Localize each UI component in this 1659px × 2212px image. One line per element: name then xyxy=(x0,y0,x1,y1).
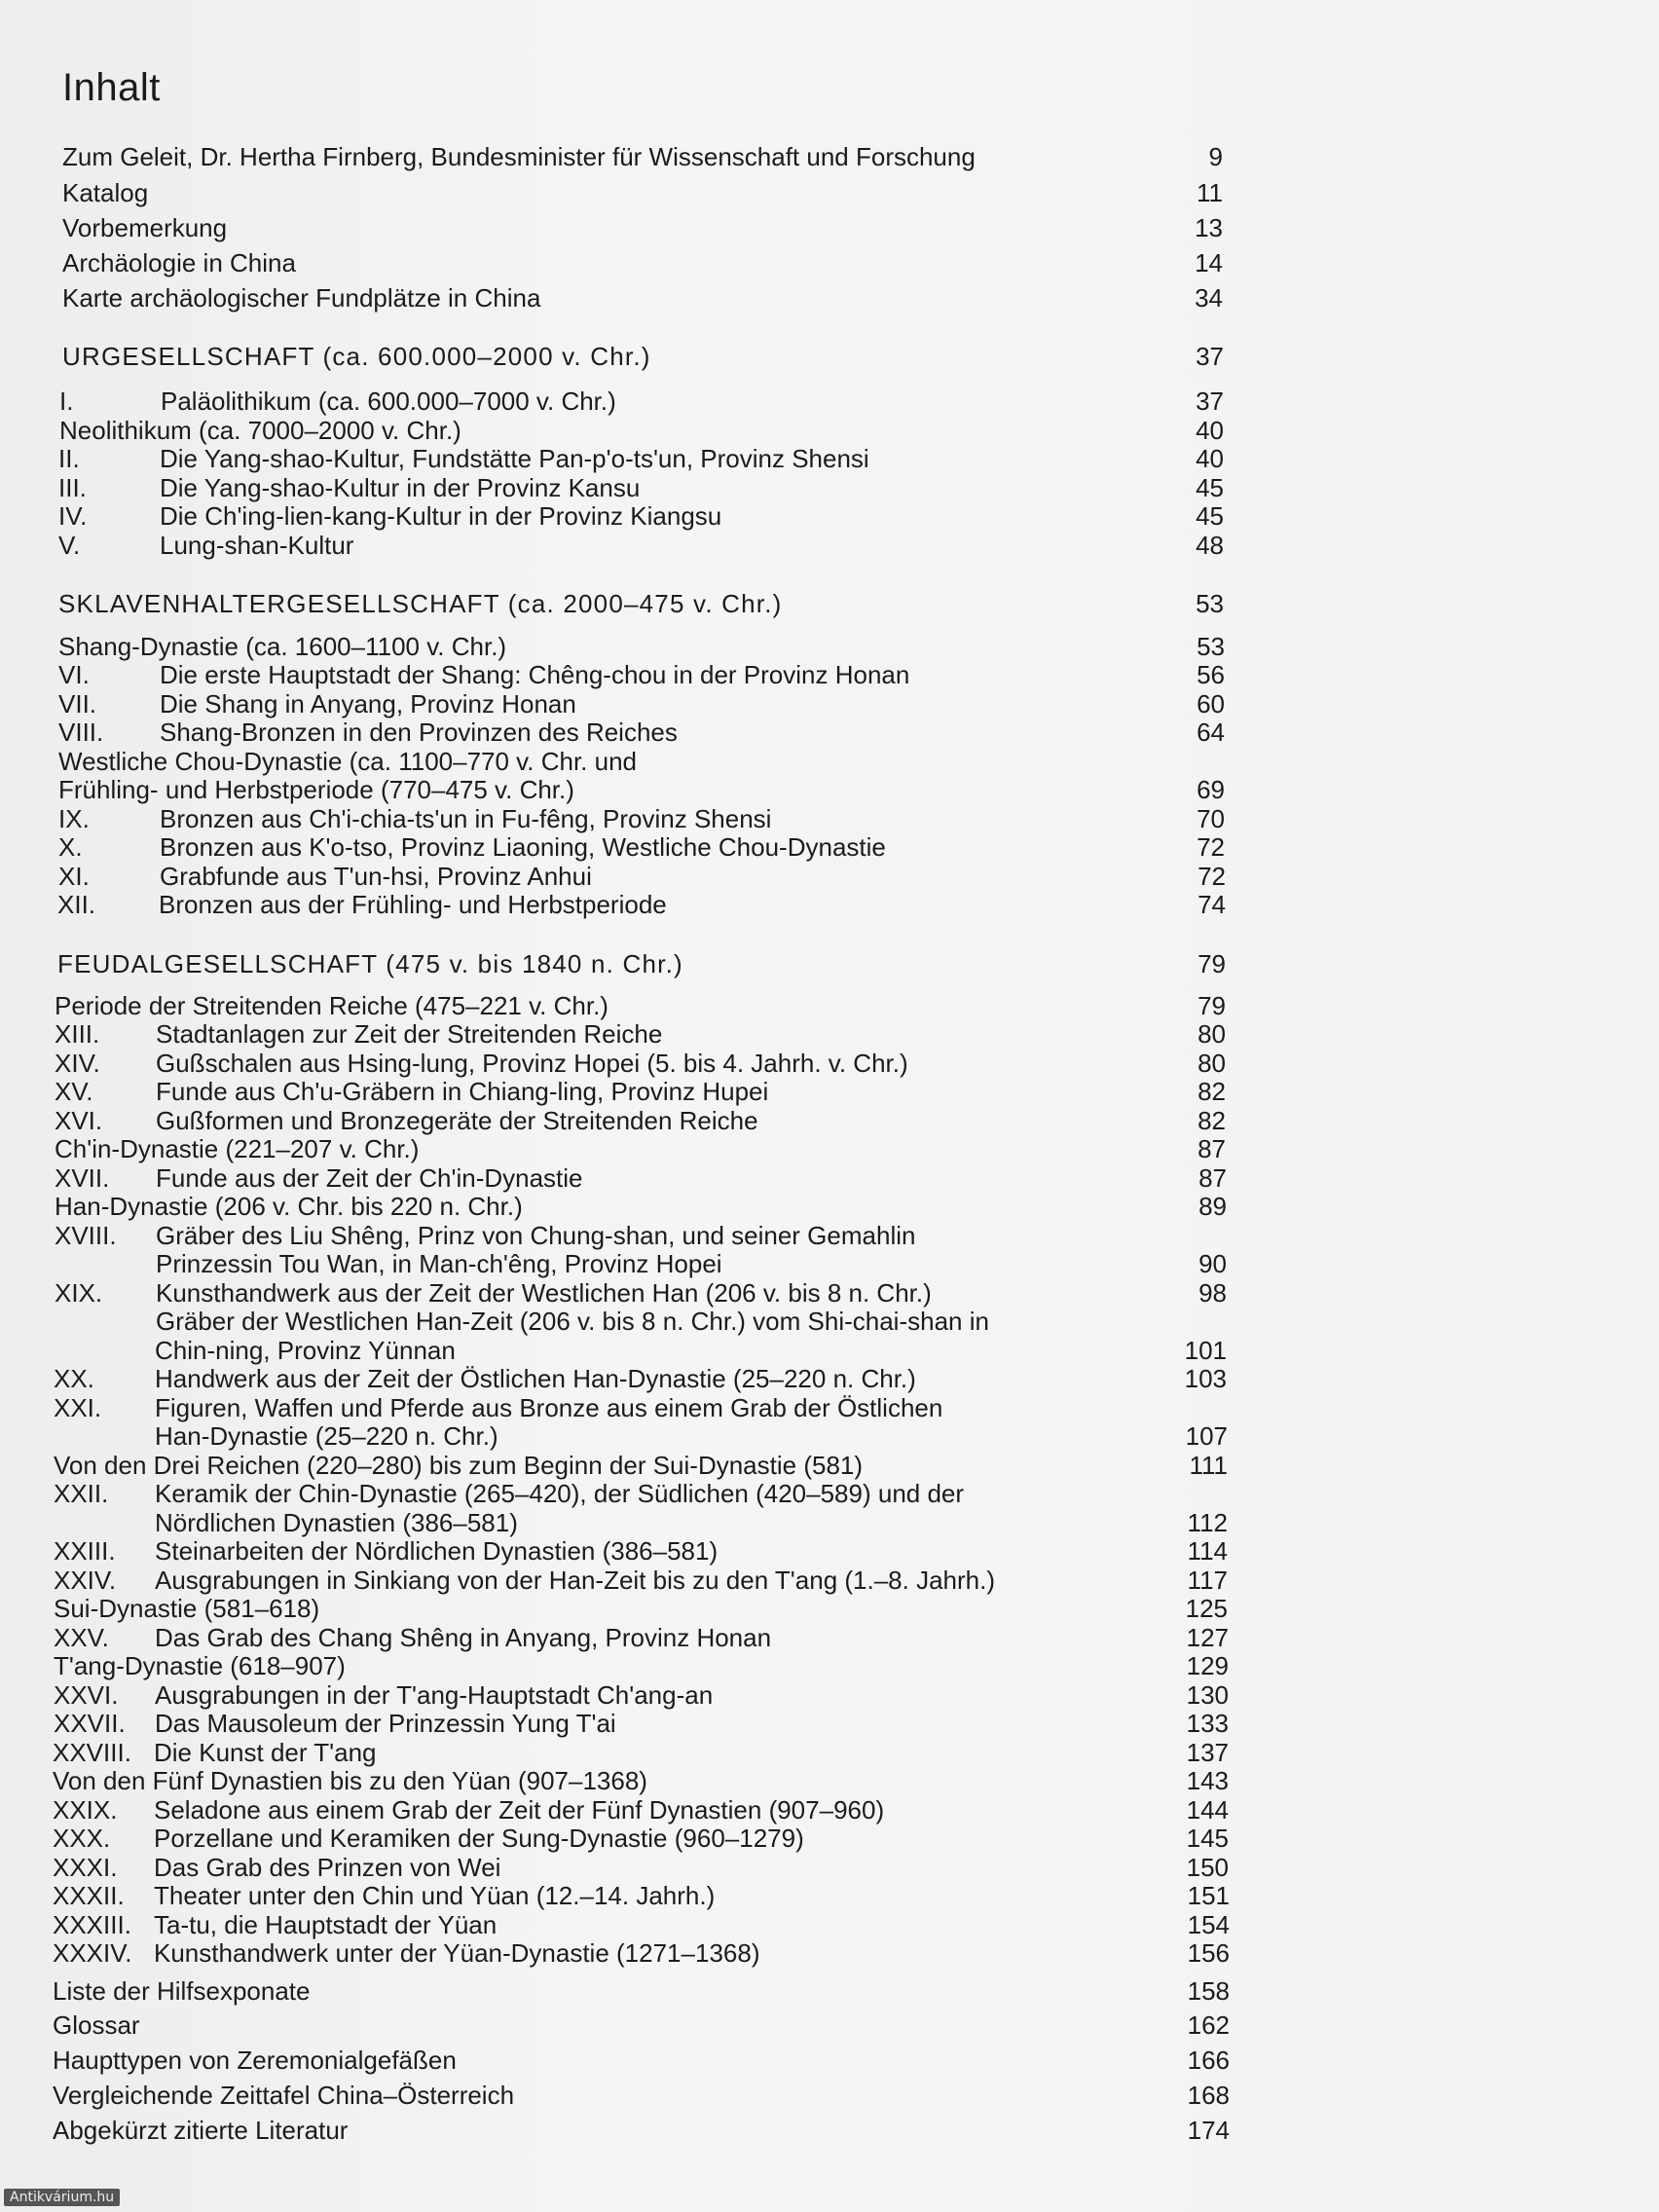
toc-entry xyxy=(0,2046,1659,2075)
toc-entry-title: Gräber des Liu Shêng, Prinz von Chung-shan, und seiner Gemahlin xyxy=(156,1221,916,1250)
toc-entry-number: XVII. xyxy=(55,1163,110,1193)
toc-entry-page: 9 xyxy=(1208,142,1223,171)
toc-entry-title: Bronzen aus Ch'i-chia-ts'un in Fu-fêng, Provinz Shensi xyxy=(160,804,772,833)
toc-entry-page: 151 xyxy=(1187,1881,1230,1910)
toc-entry-page: 89 xyxy=(1198,1192,1227,1221)
toc-entry-page: 174 xyxy=(1187,2116,1230,2145)
toc-entry-number: XIII. xyxy=(55,1019,100,1049)
toc-entry-title: Han-Dynastie (25–220 n. Chr.) xyxy=(155,1421,498,1451)
toc-entry-page: 72 xyxy=(1198,862,1226,891)
toc-entry xyxy=(0,991,1659,1020)
toc-entry xyxy=(0,444,1659,473)
toc-entry-title: Periode der Streitenden Reiche (475–221 v. Chr.) xyxy=(55,991,608,1020)
toc-entry-title: Ch'in-Dynastie (221–207 v. Chr.) xyxy=(55,1134,420,1163)
toc-entry-title: Die Ch'ing-lien-kang-Kultur in der Provinz Kiangsu xyxy=(160,501,722,531)
toc-entry xyxy=(0,1336,1659,1365)
toc-entry-number: XXXII. xyxy=(53,1881,125,1910)
toc-entry-title: Prinzessin Tou Wan, in Man-ch'êng, Provinz Hopei xyxy=(156,1249,722,1278)
toc-entry-page: 56 xyxy=(1197,660,1225,689)
toc-entry xyxy=(0,1766,1659,1795)
toc-entry-page: 101 xyxy=(1184,1336,1227,1365)
toc-entry-title: Das Grab des Prinzen von Wei xyxy=(154,1853,501,1882)
toc-entry-title: Die Yang-shao-Kultur, Fundstätte Pan-p'o-ts'un, Provinz Shensi xyxy=(160,444,869,473)
toc-entry xyxy=(0,1566,1659,1595)
toc-entry xyxy=(0,501,1659,531)
toc-entry-title: Von den Drei Reichen (220–280) bis zum Beginn der Sui-Dynastie (581) xyxy=(54,1451,864,1480)
toc-entry xyxy=(0,1508,1659,1537)
toc-entry-page: 69 xyxy=(1197,775,1225,804)
toc-entry-title: Funde aus Ch'u-Gräbern in Chiang-ling, Provinz Hupei xyxy=(156,1077,769,1106)
toc-entry-page: 37 xyxy=(1196,342,1224,371)
toc-entry xyxy=(0,1307,1659,1336)
toc-entry-title: Keramik der Chin-Dynastie (265–420), der Südlichen (420–589) und der xyxy=(155,1479,965,1508)
toc-entry-title: Nördlichen Dynastien (386–581) xyxy=(155,1508,518,1537)
toc-entry-page: 137 xyxy=(1186,1738,1229,1767)
toc-entry-page: 158 xyxy=(1187,1976,1230,2006)
toc-entry-page: 107 xyxy=(1185,1421,1228,1451)
toc-entry-title: Glossar xyxy=(53,2010,140,2040)
toc-entry-title: Katalog xyxy=(62,178,149,207)
toc-entry-title: Das Mausoleum der Prinzessin Yung T'ai xyxy=(155,1709,616,1738)
toc-entry-page: 34 xyxy=(1195,283,1223,313)
toc-entry-number: XIV. xyxy=(55,1049,100,1078)
toc-entry xyxy=(0,1134,1659,1163)
toc-entry xyxy=(0,2081,1659,2110)
toc-entry xyxy=(0,1479,1659,1508)
toc-entry xyxy=(0,775,1659,804)
toc-entry xyxy=(0,1049,1659,1078)
toc-entry-number: XXIX. xyxy=(53,1795,118,1825)
toc-entry-page: 103 xyxy=(1184,1364,1227,1393)
toc-entry-page: 87 xyxy=(1198,1134,1226,1163)
toc-entry-page: 125 xyxy=(1185,1594,1228,1623)
toc-entry xyxy=(0,747,1659,776)
toc-entry xyxy=(0,1421,1659,1451)
toc-section-heading xyxy=(0,949,1659,978)
toc-entry-title: Die Kunst der T'ang xyxy=(154,1738,377,1767)
toc-entry-page: 133 xyxy=(1186,1709,1229,1738)
toc-entry-number: XXXIV. xyxy=(53,1938,132,1968)
toc-entry-number: XXV. xyxy=(54,1623,109,1652)
watermark: Antikvárium.hu xyxy=(4,2189,120,2206)
toc-entry-title: Gräber der Westlichen Han-Zeit (206 v. bis 8 n. Chr.) vom Shi-chai-shan in xyxy=(156,1307,989,1336)
toc-entry-page: 98 xyxy=(1198,1278,1227,1308)
toc-entry-page: 162 xyxy=(1187,2010,1230,2040)
toc-entry-title: FEUDALGESELLSCHAFT (475 v. bis 1840 n. Chr.) xyxy=(57,949,683,978)
toc-entry-number: XVIII. xyxy=(55,1221,117,1250)
toc-entry xyxy=(0,1249,1659,1278)
toc-entry-page: 79 xyxy=(1198,991,1226,1020)
toc-entry-title: Westliche Chou-Dynastie (ca. 1100–770 v. Chr. und xyxy=(58,747,637,776)
toc-entry-title: Das Grab des Chang Shêng in Anyang, Provinz Honan xyxy=(155,1623,772,1652)
toc-section-heading xyxy=(0,342,1659,371)
toc-entry-page: 80 xyxy=(1198,1049,1226,1078)
toc-entry-title: Von den Fünf Dynastien bis zu den Yüan (907–1368) xyxy=(53,1766,647,1795)
toc-entry-title: Theater unter den Chin und Yüan (12.–14. Jahrh.) xyxy=(154,1881,716,1910)
toc-entry-page: 53 xyxy=(1197,632,1225,661)
toc-entry xyxy=(0,1910,1659,1939)
toc-entry xyxy=(0,2116,1659,2145)
toc-entry xyxy=(0,632,1659,661)
toc-entry-title: URGESELLSCHAFT (ca. 600.000–2000 v. Chr.) xyxy=(62,342,651,371)
toc-entry xyxy=(0,718,1659,747)
toc-section-heading xyxy=(0,589,1659,618)
toc-entry-title: Neolithikum (ca. 7000–2000 v. Chr.) xyxy=(59,416,461,445)
toc-entry-title: Sui-Dynastie (581–618) xyxy=(54,1594,320,1623)
toc-entry-page: 14 xyxy=(1195,248,1223,277)
toc-entry-number: XXXIII. xyxy=(53,1910,131,1939)
toc-entry-page: 13 xyxy=(1195,213,1223,242)
toc-entry-title: Kunsthandwerk unter der Yüan-Dynastie (1271–1368) xyxy=(154,1938,760,1968)
toc-entry-page: 82 xyxy=(1198,1077,1226,1106)
toc-entry xyxy=(0,1221,1659,1250)
toc-entry-number: XXI. xyxy=(54,1393,102,1422)
toc-entry-title: SKLAVENHALTERGESELLSCHAFT (ca. 2000–475 v. Chr.) xyxy=(58,589,783,618)
toc-entry-title: Vorbemerkung xyxy=(62,213,228,242)
toc-entry xyxy=(0,1278,1659,1308)
toc-entry-title: Bronzen aus der Frühling- und Herbstperiode xyxy=(159,890,667,919)
toc-entry xyxy=(0,862,1659,891)
toc-entry-title: Steinarbeiten der Nördlichen Dynastien (386–581) xyxy=(155,1536,719,1566)
toc-entry-title: Die erste Hauptstadt der Shang: Chêng-chou in der Provinz Honan xyxy=(160,660,910,689)
toc-entry xyxy=(0,142,1659,171)
toc-entry-number: XXIV. xyxy=(54,1566,117,1595)
toc-entry-title: Lung-shan-Kultur xyxy=(160,531,354,560)
toc-entry-page: 114 xyxy=(1187,1536,1228,1566)
toc-entry-number: VIII. xyxy=(58,718,104,747)
toc-entry-page: 166 xyxy=(1187,2046,1230,2075)
toc-entry xyxy=(0,1019,1659,1049)
toc-entry xyxy=(0,283,1659,313)
toc-entry-page: 64 xyxy=(1197,718,1225,747)
toc-entry-page: 53 xyxy=(1196,589,1224,618)
toc-entry-page: 48 xyxy=(1196,531,1224,560)
toc-entry-number: XV. xyxy=(55,1077,93,1106)
toc-entry-number: XXIII. xyxy=(54,1536,116,1566)
toc-entry-page: 90 xyxy=(1198,1249,1227,1278)
toc-entry-title: Zum Geleit, Dr. Hertha Firnberg, Bundesminister für Wissenschaft und Forschung xyxy=(62,142,976,171)
toc-entry xyxy=(0,1163,1659,1193)
toc-entry-title: Ausgrabungen in der T'ang-Hauptstadt Ch'ang-an xyxy=(155,1680,714,1710)
page-title: Inhalt xyxy=(62,66,161,109)
toc-entry-page: 70 xyxy=(1197,804,1225,833)
toc-entry-page: 37 xyxy=(1196,387,1224,416)
toc-entry-page: 82 xyxy=(1198,1106,1226,1135)
toc-entry xyxy=(0,178,1659,207)
toc-entry-title: Haupttypen von Zeremonialgefäßen xyxy=(53,2046,457,2075)
toc-entry xyxy=(0,531,1659,560)
toc-entry-number: XXII. xyxy=(54,1479,109,1508)
toc-entry-number: XXXI. xyxy=(53,1853,118,1882)
toc-entry-title: T'ang-Dynastie (618–907) xyxy=(54,1651,346,1680)
toc-entry xyxy=(0,1853,1659,1882)
toc-entry-title: Ta-tu, die Hauptstadt der Yüan xyxy=(154,1910,498,1939)
toc-entry xyxy=(0,416,1659,445)
toc-entry-title: Vergleichende Zeittafel China–Österreich xyxy=(53,2081,515,2110)
toc-entry-page: 130 xyxy=(1186,1680,1229,1710)
toc-entry-page: 144 xyxy=(1186,1795,1229,1825)
toc-entry xyxy=(0,1106,1659,1135)
toc-entry-number: XXVII. xyxy=(54,1709,126,1738)
toc-entry-title: Grabfunde aus T'un-hsi, Provinz Anhui xyxy=(160,862,592,891)
toc-entry xyxy=(0,1393,1659,1422)
toc-entry-title: Liste der Hilfsexponate xyxy=(53,1976,311,2006)
toc-entry-page: 40 xyxy=(1196,444,1224,473)
toc-entry xyxy=(0,1651,1659,1680)
toc-entry-page: 156 xyxy=(1187,1938,1230,1968)
toc-entry-page: 72 xyxy=(1197,832,1225,862)
toc-entry xyxy=(0,804,1659,833)
toc-entry-title: Abgekürzt zitierte Literatur xyxy=(53,2116,349,2145)
toc-entry-title: Shang-Bronzen in den Provinzen des Reiches xyxy=(160,718,678,747)
toc-entry xyxy=(0,1738,1659,1767)
toc-entry-title: Karte archäologischer Fundplätze in China xyxy=(62,283,541,313)
toc-entry-number: XX. xyxy=(54,1364,94,1393)
toc-entry-page: 79 xyxy=(1198,949,1226,978)
toc-entry-title: Han-Dynastie (206 v. Chr. bis 220 n. Chr.) xyxy=(55,1192,523,1221)
toc-entry xyxy=(0,1594,1659,1623)
toc-entry-number: XXVI. xyxy=(54,1680,119,1710)
toc-entry-number: V. xyxy=(58,531,81,560)
toc-entry xyxy=(0,2010,1659,2040)
toc-entry xyxy=(0,248,1659,277)
toc-entry-title: Figuren, Waffen und Pferde aus Bronze aus einem Grab der Östlichen xyxy=(155,1393,943,1422)
toc-entry xyxy=(0,1680,1659,1710)
toc-entry-title: Archäologie in China xyxy=(62,248,296,277)
toc-entry-number: VII. xyxy=(58,689,97,719)
toc-entry xyxy=(0,890,1659,919)
toc-entry-title: Paläolithikum (ca. 600.000–7000 v. Chr.) xyxy=(161,387,616,416)
toc-entry-title: Chin-ning, Provinz Yünnan xyxy=(155,1336,456,1365)
toc-entry-number: IV. xyxy=(58,501,88,531)
toc-entry xyxy=(0,1536,1659,1566)
toc-entry xyxy=(0,1623,1659,1652)
toc-entry-page: 60 xyxy=(1197,689,1225,719)
toc-entry-number: XIX. xyxy=(55,1278,103,1308)
toc-entry-page: 143 xyxy=(1186,1766,1229,1795)
toc-entry-title: Seladone aus einem Grab der Zeit der Fünf Dynastien (907–960) xyxy=(154,1795,885,1825)
toc-entry-title: Stadtanlagen zur Zeit der Streitenden Reiche xyxy=(156,1019,663,1049)
toc-entry-title: Porzellane und Keramiken der Sung-Dynastie (960–1279) xyxy=(154,1824,804,1853)
toc-entry-page: 80 xyxy=(1198,1019,1226,1049)
toc-entry-title: Frühling- und Herbstperiode (770–475 v. Chr.) xyxy=(58,775,574,804)
toc-entry-page: 11 xyxy=(1197,178,1223,207)
toc-entry-number: XI. xyxy=(58,862,90,891)
toc-entry-page: 117 xyxy=(1187,1566,1228,1595)
toc-entry xyxy=(0,1795,1659,1825)
toc-entry-page: 40 xyxy=(1196,416,1224,445)
toc-entry xyxy=(0,1077,1659,1106)
toc-entry-page: 74 xyxy=(1198,890,1226,919)
toc-entry-title: Kunsthandwerk aus der Zeit der Westlichen Han (206 v. bis 8 n. Chr.) xyxy=(156,1278,932,1308)
toc-entry-number: X. xyxy=(58,832,83,862)
toc-entry-title: Die Yang-shao-Kultur in der Provinz Kansu xyxy=(160,473,641,502)
toc-entry xyxy=(0,689,1659,719)
toc-entry-page: 45 xyxy=(1196,473,1224,502)
toc-entry xyxy=(0,1451,1659,1480)
toc-entry xyxy=(0,1938,1659,1968)
toc-entry-page: 150 xyxy=(1186,1853,1229,1882)
toc-entry xyxy=(0,213,1659,242)
toc-entry xyxy=(0,1364,1659,1393)
toc-entry-number: XVI. xyxy=(55,1106,103,1135)
toc-entry-number: XXVIII. xyxy=(53,1738,131,1767)
toc-entry xyxy=(0,1709,1659,1738)
toc-entry-number: II. xyxy=(58,444,80,473)
toc-entry-title: Shang-Dynastie (ca. 1600–1100 v. Chr.) xyxy=(58,632,507,661)
toc-entry-page: 112 xyxy=(1187,1508,1228,1537)
toc-entry-number: I. xyxy=(59,387,74,416)
toc-entry-title: Gußformen und Bronzegeräte der Streitenden Reiche xyxy=(156,1106,758,1135)
toc-entry-title: Gußschalen aus Hsing-lung, Provinz Hopei (5. bis 4. Jahrh. v. Chr.) xyxy=(156,1049,908,1078)
toc-entry xyxy=(0,473,1659,502)
toc-entry xyxy=(0,387,1659,416)
toc-entry-number: III. xyxy=(58,473,87,502)
toc-entry-page: 45 xyxy=(1196,501,1224,531)
toc-entry-title: Die Shang in Anyang, Provinz Honan xyxy=(160,689,576,719)
toc-entry-page: 145 xyxy=(1186,1824,1229,1853)
toc-entry-page: 168 xyxy=(1187,2081,1230,2110)
toc-entry-title: Handwerk aus der Zeit der Östlichen Han-Dynastie (25–220 n. Chr.) xyxy=(155,1364,916,1393)
toc-entry xyxy=(0,1881,1659,1910)
toc-entry-page: 111 xyxy=(1189,1451,1228,1480)
toc-entry xyxy=(0,660,1659,689)
toc-entry-number: IX. xyxy=(58,804,90,833)
toc-entry-title: Bronzen aus K'o-tso, Provinz Liaoning, Westliche Chou-Dynastie xyxy=(160,832,886,862)
toc-entry xyxy=(0,1824,1659,1853)
toc-entry-number: VI. xyxy=(58,660,90,689)
toc-entry xyxy=(0,1192,1659,1221)
toc-entry-page: 129 xyxy=(1186,1651,1229,1680)
toc-entry xyxy=(0,1976,1659,2006)
toc-entry-title: Ausgrabungen in Sinkiang von der Han-Zeit bis zu den T'ang (1.–8. Jahrh.) xyxy=(155,1566,996,1595)
toc-entry-number: XXX. xyxy=(53,1824,111,1853)
toc-entry-page: 127 xyxy=(1186,1623,1229,1652)
toc-entry-page: 87 xyxy=(1198,1163,1227,1193)
toc-entry-number: XII. xyxy=(57,890,96,919)
toc-entry xyxy=(0,832,1659,862)
toc-entry-title: Funde aus der Zeit der Ch'in-Dynastie xyxy=(156,1163,583,1193)
toc-entry-page: 154 xyxy=(1187,1910,1230,1939)
